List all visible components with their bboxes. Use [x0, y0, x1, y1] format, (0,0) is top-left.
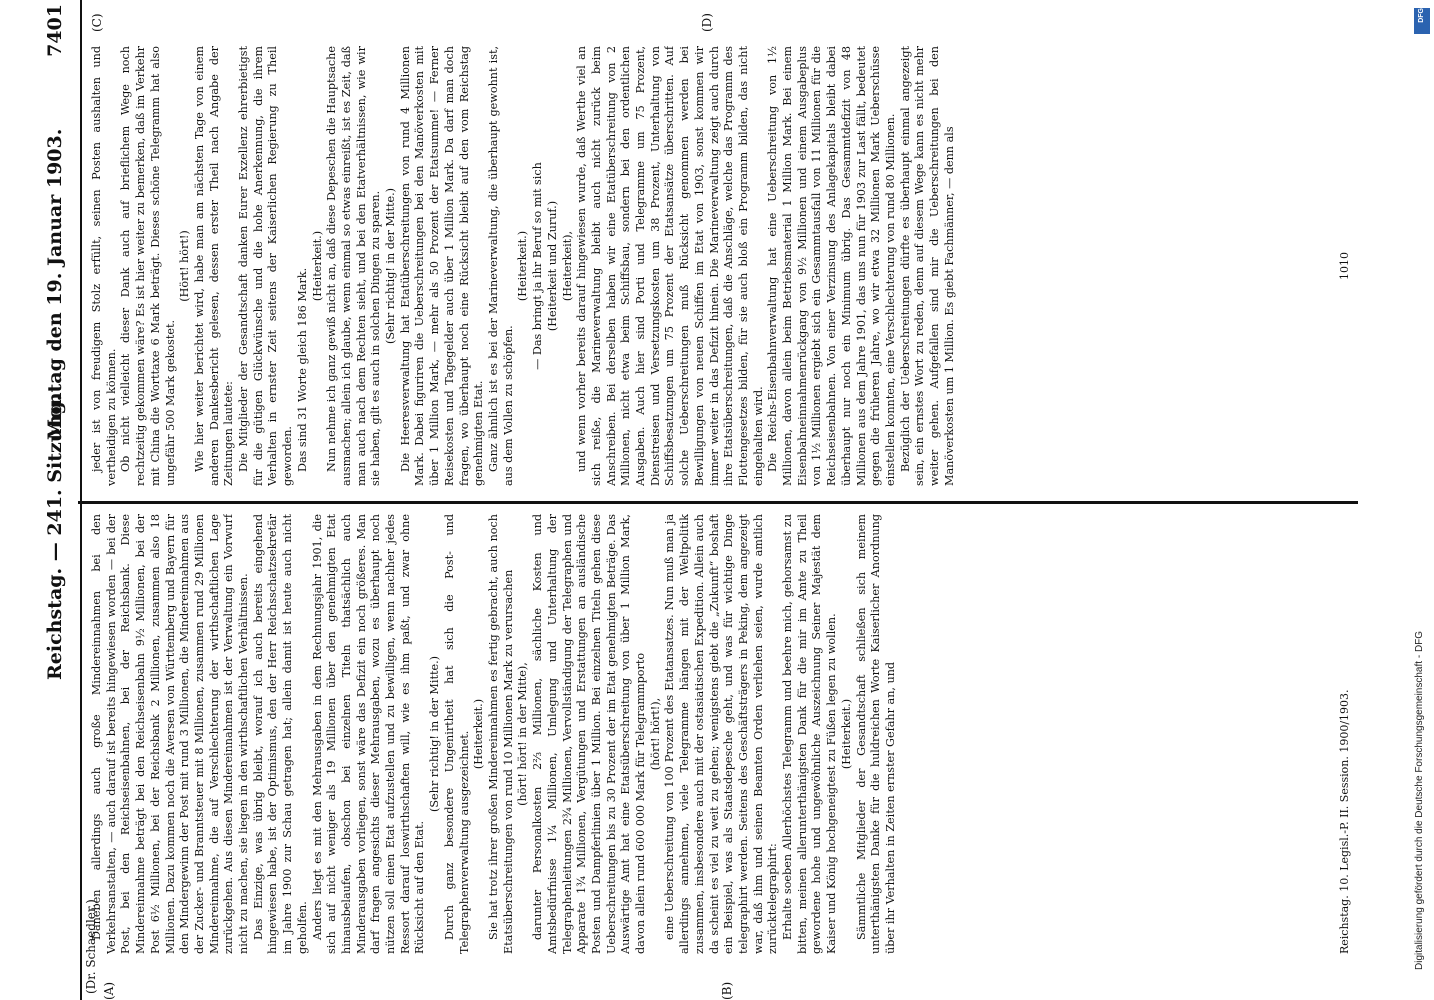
- paragraph: Wie hier weiter berichtet wird, habe man am nächsten Tage von einem anderen Dankesbericht gelesen, dessen erster Theil nach Angabe der Zeitungen lautete:: [192, 46, 236, 486]
- left-column: [90, 514, 1320, 954]
- paragraph: Die Heeresverwaltung hat Etatüberschreitungen von rund 4 Millionen Mark. Dabei figuriren die Ueberschreitungen bei den Manöverkosten mit über 1 Million Mark, — mehr als 50 Prozent der Etatsumme! — Ferner Reisekosten und Tagegelder auch über 1 Million Mark. Da darf man doch fragen, wo überhaupt noch eine Rücksicht bleibt auf den vom Reichstag genehmigten Etat.: [398, 46, 486, 486]
- interjection: (Sehr richtig! in der Mitte.): [384, 187, 398, 345]
- interjection: (Heiterkeit und Zuruf.): [545, 200, 559, 332]
- paragraph: Daneben allerdings auch große Mindereinnahmen bei den Verkehrsanstalten, — auch darauf ist bereits hingewiesen worden — bei der Post, bei den Reichseisenbahnen, bei der Reichsbank. Diese Mindereinnahme beträgt bei den Reichseisenbahn 9½ Millionen, bei der Post 6½ Millionen, bei der Reichsbank 2 Millionen, zusammen also 18 Millionen. Dazu kommen noch die Aversen von Württemberg und Bayern für den Mindergewinn der Post mit rund 3 Millionen, die Mindereinnahmen aus der Zucker- und Branntsteuer mit 8 Millionen, zusammen rund 29 Millionen Mindereinnahme, die auf Verschlechterung der wirthschaftlichen Lage zurückgehen. Aus diesen Mindereinnahmen ist der Verwaltung ein Vorwurf nicht zu machen, sie liegen in den wirthschaftlichen Verhältnissen.: [90, 514, 251, 954]
- dfg-credit-strip: [1410, 0, 1434, 1000]
- paragraph: Ob nicht vielleicht dieser Dank auch auf brieflichem Wege noch rechtzeitig gekommen wäre? Es ist hier weiter zu bemerken, daß im Verkehr mit China die Worttaxe 6 Mark beträgt. Dieses schöne Telegramm hat also ungefähr 500 Mark gekostet.: [119, 46, 177, 486]
- paragraph: darunter Personalkosten 2⅔ Millionen, sächliche Kosten und Amtsbedürfnisse 1¼ Millionen, Umlegung und Unterhaltung der Telegraphenleitungen 2¾ Millionen, Vervollständigung der Telegraphen und Apparate 1¾ Millionen, Vergütungen und Erstattungen an ausländische Posten und Dampferlinien über 1 Million. Bei einzelnen Titeln gehen diese Ueberschreitungen bis zu 30 Prozent der im Etat genehmigten Beträge. Das Auswärtige Amt hat eine Etatsüberschreitung von über 1 Million Mark, davon allein rund 600 000 Mark für Telegrammporto: [531, 514, 648, 954]
- paragraph: Bezüglich der Ueberschreitungen dürfte es überhaupt einmal angezeigt sein, ein ernstes Wort zu reden, denn auf diesem Wege kann es nicht mehr weiter gehen. Aufgefallen sind mir die Ueberschreitungen bei den Manöverkosten um 1 Million. Es giebt Fachmänner, — denn als: [898, 46, 956, 486]
- paragraph: Nun nehme ich ganz gewiß nicht an, daß diese Depeschen die Hauptsache ausmachen; allein ich glaube, wenn einmal so etwas einreißt, ist es Zeit, daß man auch nach dem Rechten sieht, und bei den Etatverhältnissen, wie wir sie haben, gilt es auch in solchen Dingen zu sparen.: [325, 46, 383, 486]
- paragraph: eine Ueberschreitung von 100 Prozent des Etatansatzes. Nun muß man ja allerdings annehmen, viele Telegramme hängen mit der Weltpolitik zusammen, insbesondere auch mit der ostasiatischen Expedition. Allein auch da scheint es viel zu weit zu gehen; wenigstens giebt die „Zukunft“ boshaft ein Beispiel, was als Staatsdepesche geht, und was für wichtige Dinge telegraphirt werden. Seitens des Geschäftsträgers in Peking, dem angezeigt war, daß ihm und seinen Beamten Orden verliehen seien, wurde amtlich zurücktelegraphirt:: [663, 514, 780, 954]
- page-number: 7401: [44, 4, 66, 57]
- interjection: (Heiterkeit.): [839, 698, 853, 770]
- paragraph: Ganz ähnlich ist es bei der Marineverwaltung, die überhaupt gewohnt ist, aus dem Vollen zu schöpfen.: [486, 46, 515, 486]
- right-column: [90, 46, 1320, 486]
- interjection: (Heiterkeit.): [472, 698, 486, 770]
- paragraph: Das Einzige, was übrig bleibt, worauf ich auch bereits eingehend hingewiesen habe, ist der Optimismus, den der Herr Reichsschatzsekretär im Jahre 1900 zur Schau getragen hat; allein damit ist heute auch nicht geholfen.: [251, 514, 309, 954]
- page-header: [38, 0, 78, 1000]
- margin-letter-d: (D): [700, 13, 714, 32]
- dfg-credit-text: Digitalisierung gefördert durch die Deutsche Forschungsgemeinschaft - DFG: [1414, 630, 1425, 970]
- footer-sheet-number: 1010: [1338, 252, 1351, 280]
- interjection: (hört! hört!),: [648, 697, 662, 771]
- paragraph: Die Mitglieder der Gesandtschaft danken Eurer Exzellenz ehrerbietigst für die gütigen Glückwünsche und die hohe Anerkennung, die ihrem Verhalten in ernster Zeit seitens der Kaiserlichen Regierung zu Theil geworden.: [237, 46, 295, 486]
- paragraph: Sie hat trotz ihrer großen Mindereinnahmen es fertig gebracht, auch noch Etatsüberschreitungen von rund 10 Millionen Mark zu verursachen: [486, 514, 515, 954]
- document-page: [20, 0, 1390, 1000]
- interjection: (Heiterkeit.): [516, 230, 530, 302]
- interjection: — Das bringt ja ihr Beruf so mit sich: [531, 162, 545, 370]
- left-running-head: Reichstag. — 241. Sitzung.: [44, 394, 66, 680]
- paragraph: Erhalte soeben Allerhöchstes Telegramm und beehre mich, gehorsamst zu bitten, meinen allerunterthänigsten Dank für die mir im Amte zu Theil gewordene hohe und ungewöhnliche Auszeichnung Seiner Majestät dem Kaiser und König hochgeneigtest zu Füßen legen zu wollen.: [781, 514, 839, 954]
- column-divider: [78, 501, 1358, 504]
- speaker-note: (Dr. Schaedler.): [84, 899, 98, 994]
- right-running-head: Montag den 19. Januar 1903.: [44, 128, 66, 440]
- paragraph: Anders liegt es mit den Mehrausgaben in dem Rechnungsjahr 1901, die sich auf nicht weniger als 19 Millionen über den genehmigten Etat hinausbelaufen, obschon bei einzelnen Titeln thatsächlich auch Minderausgaben vorliegen, sonst wäre das Defizit ein noch größeres. Man darf fragen angesichts dieser Mehrausgaben, wozu es überhaupt noch nützen soll einen Etat aufzustellen und zu bewilligen, wenn nachher jedes Ressort darauf loswirthschaften will, wie es ihm paßt, und zwar ohne Rücksicht auf den Etat.: [310, 514, 427, 954]
- interjection: (Heiterkeit.): [310, 230, 324, 302]
- paragraph: Durch ganz besondere Ungenirtheit hat sich die Post- und Telegraphenverwaltung ausgezeichnet.: [442, 514, 471, 954]
- paragraph: Sämmtliche Mitglieder der Gesandtschaft schließen sich meinem unterthänigsten Danke für die huldreichen Worte Kaiserlicher Anordnung über ihr Verhalten in Zeiten ernster Gefahr an, und: [854, 514, 897, 954]
- paragraph: und wenn vorher bereits darauf hingewiesen wurde, daß Werthe viel an sich reiße, die Marineverwaltung bleibt auch nicht zurück beim Anschreiben. Bei derselben haben wir eine Etatüberschreitung von 2 Millionen, nicht etwa beim Schiffsbau, sondern bei den ordentlichen Ausgaben. Auch hier sind Porti und Telegramme um 75 Prozent, Dienstreisen und Versetzungskosten um 38 Prozent, Unterhaltung von Schiffsbesatzungen um 75 Prozent der Etatsansätze überschritten. Auf solche Ueberschreitungen muß Rücksicht genommen werden bei Bewilligungen von neuen Schiffen im Etat von 1903, sonst kommen wir immer weiter in das Defizit hinein. Die Marineverwaltung zeigt auch durch ihre Etatsüberschreitungen, daß die Anschläge, welche das Programm des Flottengesetzes bilden, für sie auch bloß ein Programm bilden, das nicht eingehalten wird.: [575, 46, 765, 486]
- paragraph: Das sind 31 Worte gleich 186 Mark.: [295, 267, 309, 472]
- interjection: (Sehr richtig! in der Mitte.): [428, 655, 442, 813]
- header-rule: [80, 0, 82, 1000]
- margin-letter-b: (B): [720, 981, 734, 1000]
- interjection: (Hört! hört!): [178, 230, 192, 302]
- interjection: (hört! hört! in der Mitte),: [516, 662, 530, 806]
- margin-letter-a: (A): [102, 981, 116, 1000]
- margin-letter-c: (C): [90, 13, 104, 32]
- paragraph: Die Reichs-Eisenbahnverwaltung hat eine Ueberschreitung von 1½ Millionen, davon allein beim Betriebsmaterial 1 Million Mark. Bei einem Eisenbahneinnahmenrückgang von 9½ Millionen und einem Ausgabeplus von 1½ Millionen ergiebt sich ein Gesammtausfall von 11 Millionen für die Reichseisenbahnen. Von einer Verzinsung des Anlagekapitals bleibt dabei überhaupt nur noch ein Minimum übrig. Das Gesammtdefizit von 48 Millionen aus dem Jahre 1901, das uns nun für 1903 zur Last fällt, bedeutet gegen die früheren Jahre, wo wir etwa 32 Millionen Mark Ueberschüsse einstellen konnten, eine Verschlechterung von rund 80 Millionen.: [766, 46, 897, 486]
- paragraph: jeder ist von freudigem Stolz erfüllt, seinen Posten aushalten und vertheidigen zu können.: [90, 46, 118, 486]
- interjection: (Heiterkeit),: [560, 230, 574, 302]
- dfg-logo: DFG: [1414, 8, 1430, 34]
- footer-citation: Reichstag. 10. Legisl.-P. II. Session. 1900/1903.: [1338, 689, 1351, 954]
